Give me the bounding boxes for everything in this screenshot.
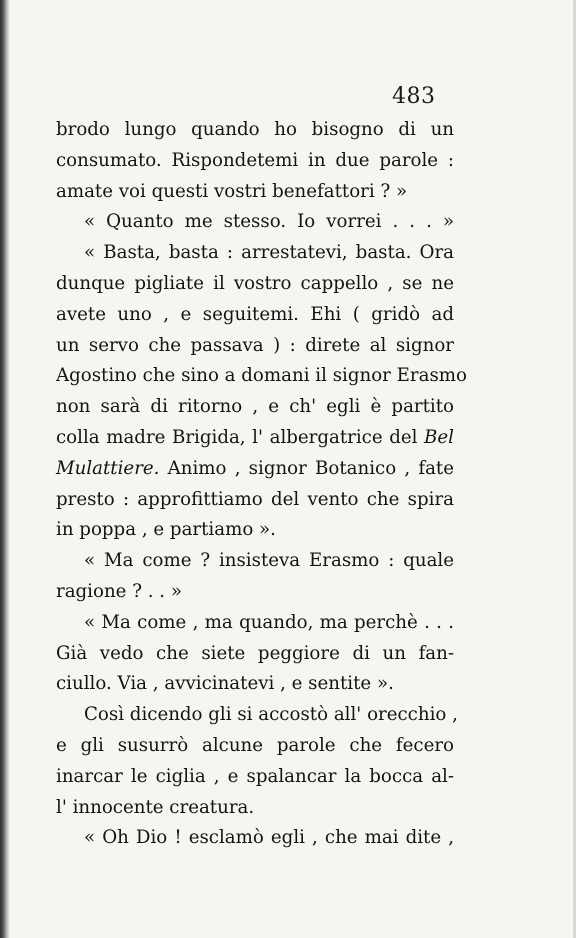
text-line [56, 823, 454, 854]
line-text: amate voi questi vostri benefattori ? » [56, 180, 408, 202]
text-line [56, 300, 454, 331]
text-line [56, 269, 454, 300]
line-text: « Basta, basta : arrestatevi, basta. Ora [84, 242, 454, 264]
line-text: « Oh Dio ! esclamò egli , che mai dite , [84, 827, 454, 849]
line-text: Animo , signor Botanico , fate [167, 457, 454, 479]
line-text: Già vedo che siete peggiore di un fan- [56, 642, 454, 664]
body-text [56, 115, 467, 854]
line-text: colla madre Brigida, l' albergatrice del [56, 426, 418, 448]
text-line [56, 762, 454, 793]
line-text: e gli susurrò alcune parole che fecero [56, 734, 454, 756]
text-line [56, 331, 454, 362]
text-line [56, 485, 454, 516]
line-text: « Ma come , ma quando, ma perchè . . . [84, 611, 454, 633]
text-line [56, 639, 454, 670]
text-line [56, 115, 454, 146]
line-text: dunque pigliate il vostro cappello , se ne [56, 272, 454, 294]
line-text: avete uno , e seguitemi. Ehi ( gridò ad [56, 303, 454, 325]
line-text: « Ma come ? insisteva Erasmo : quale [84, 550, 454, 572]
line-text: inarcar le ciglia , e spalancar la bocca al- [56, 765, 454, 787]
text-line [56, 546, 454, 577]
binding-shadow [0, 0, 10, 938]
text-line [56, 361, 467, 392]
line-text: l' innocente creatura. [56, 796, 255, 818]
text-line [56, 454, 454, 485]
text-line [56, 515, 454, 546]
text-line [56, 392, 454, 423]
line-text: « Quanto me stesso. Io vorrei . . . » [84, 211, 454, 233]
italic-text: Bel [424, 426, 454, 448]
line-text: Così dicendo gli si accostò all' orecchio , [84, 704, 458, 726]
line-text: Agostino che sino a domani il signor Erasmo [56, 365, 467, 387]
italic-text: Mulattiere. [56, 457, 160, 479]
text-line [56, 577, 454, 608]
text-line [56, 731, 454, 762]
line-text: non sarà di ritorno , e ch' egli è partito [56, 396, 454, 418]
line-text: presto : approfittiamo del vento che spira [56, 488, 454, 510]
line-text: ciullo. Via , avvicinatevi , e sentite ». [56, 673, 394, 695]
text-line [56, 669, 454, 700]
text-line [56, 608, 454, 639]
text-line [56, 146, 454, 177]
line-text: brodo lungo quando ho bisogno di un [56, 119, 454, 140]
line-text: ragione ? . . » [56, 580, 182, 602]
text-line [56, 238, 454, 269]
text-line [56, 207, 454, 238]
line-text: consumato. Rispondetemi in due parole : [56, 149, 454, 171]
text-line [56, 423, 454, 454]
line-text: in poppa , e partiamo ». [56, 519, 276, 541]
line-text: un servo che passava ) : direte al signor [56, 334, 454, 356]
text-line [56, 177, 454, 208]
text-line [56, 700, 458, 731]
page-number: 483 [392, 84, 436, 109]
text-line [56, 793, 454, 824]
